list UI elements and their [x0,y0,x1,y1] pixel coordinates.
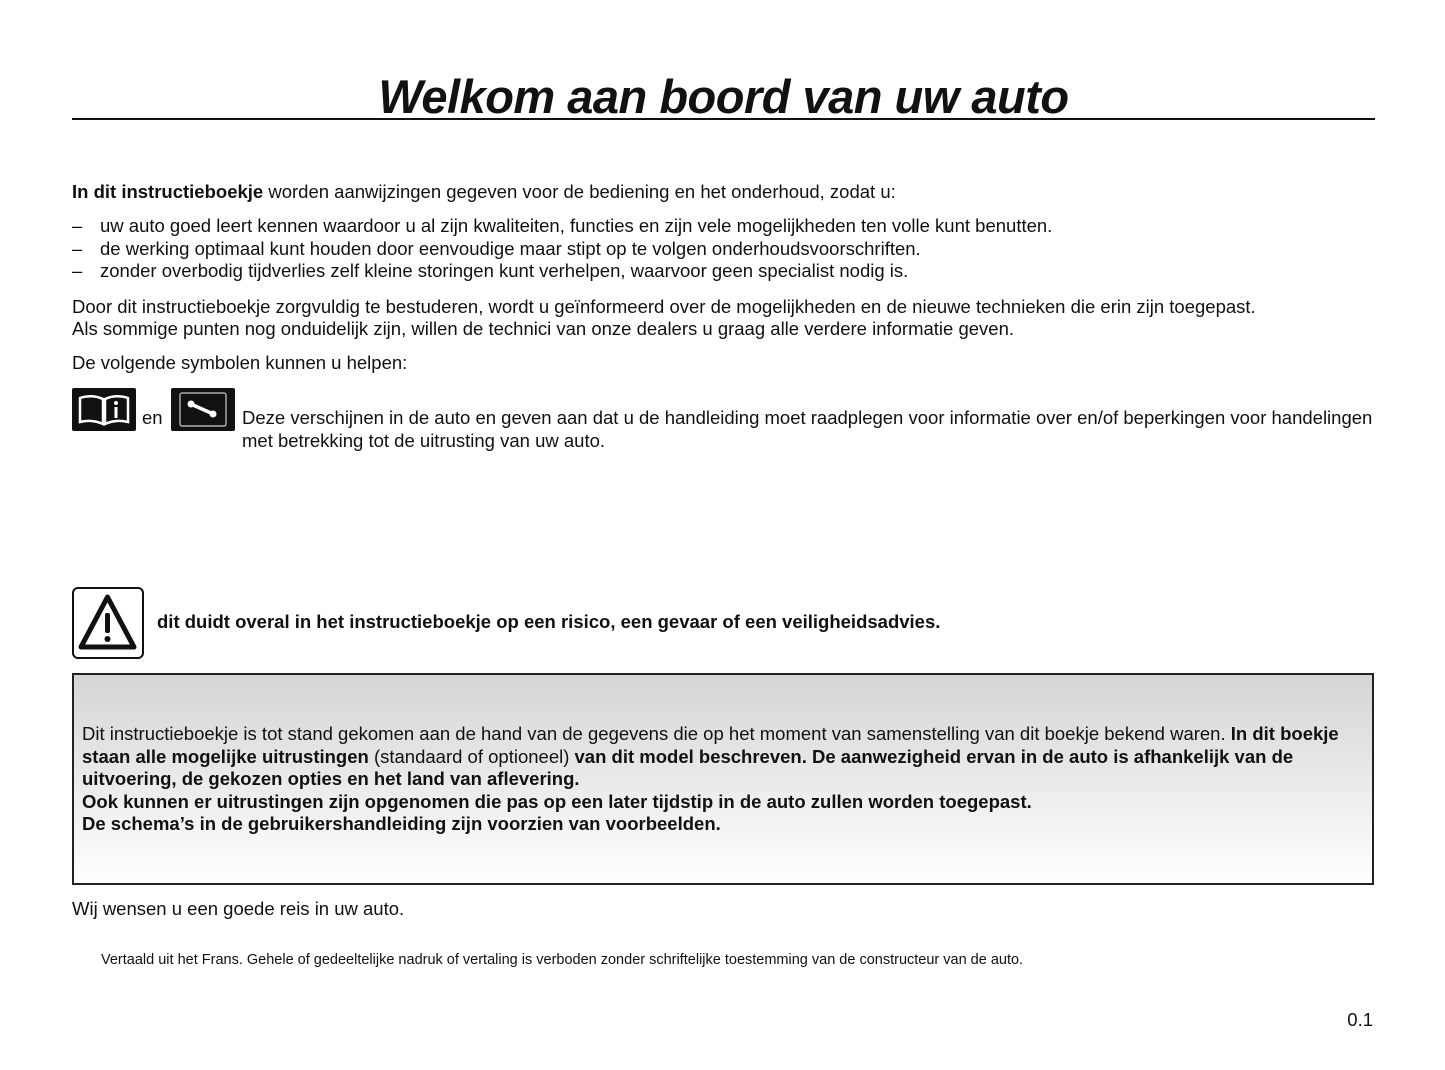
symbols-intro: De volgende symbolen kunnen u helpen: [72,352,408,373]
intro-rest: worden aanwijzingen gegeven voor de bediening en het onderhoud, zodat u: [263,181,896,202]
notice-text [82,723,1367,836]
notice-s3: (standaard of optioneel) [368,745,575,767]
warning-text: dit duidt overal in het instructieboekje op een risico, een gevaar of een veiligheidsadvies. [157,611,941,632]
paragraph-1: Door dit instructieboekje zorgvuldig te bestuderen, wordt u geïnformeerd over de mogelijkheden en de nieuwe technieken die erin zijn toegepast. [72,296,1256,317]
list-item-text: uw auto goed leert kennen waardoor u al zijn kwaliteiten, functies en zijn vele mogelijkheden ten volle kunt benutten. [100,215,1053,236]
list-item [72,238,1382,261]
bullet-marker: – [72,260,83,281]
warning-triangle-icon [72,587,144,659]
symbols-and: en [142,407,163,428]
manual-book-icon [72,388,136,431]
notice-s4: van dit model beschreven. De aanwezigheid ervan in de auto is afhankelijk van de uitvoering, de gekozen opties en het land van aflevering. [82,745,1294,789]
footnote: Vertaald uit het Frans. Gehele of gedeeltelijke nadruk of vertaling is verboden zonder schriftelijke toestemming van de constructeur van de auto. [101,952,1024,968]
notice-s6: De schema’s in de gebruikershandleiding zijn voorzien van voorbeelden. [82,813,721,834]
bullet-marker: – [72,237,83,259]
list-item-text: zonder overbodig tijdverlies zelf kleine storingen kunt verhelpen, waarvoor geen specialist nodig is. [100,260,909,281]
page-number: 0.1 [1347,1009,1373,1030]
notice-box [72,673,1374,885]
list-item [72,260,1382,283]
notice-s5: Ook kunnen er uitrustingen zijn opgenomen die pas op een later tijdstip in de auto zullen worden toegepast. [82,790,1032,812]
notice-s1: Dit instructieboekje is tot stand gekomen aan de hand van de gegevens die op het moment van samenstelling van dit boekje bekend waren. [82,723,1231,744]
paragraph-2: Als sommige punten nog onduidelijk zijn, willen de technici van onze dealers u graag alle verdere informatie geven. [72,318,1014,339]
intro-paragraph [72,181,1382,204]
bullet-marker: – [72,215,83,236]
symbols-description: Deze verschijnen in de auto en geven aan dat u de handleiding moet raadplegen voor informatie over en/of beperkingen voor handelingen met betrekking tot de uitrusting van uw auto. [242,407,1373,451]
title-rule [72,68,1375,123]
list-item [72,215,1382,238]
closing-text: Wij wensen u een goede reis in uw auto. [72,898,405,919]
page-title: Welkom aan boord van uw auto [378,70,1069,123]
notice-s2: In dit boekje staan alle mogelijke uitrustingen [82,723,1339,767]
list-item-text: de werking optimaal kunt houden door eenvoudige maar stipt op te volgen onderhoudsvoorschriften. [100,237,921,259]
bullet-list [72,215,1382,283]
wrench-icon [171,388,235,431]
intro-bold: In dit instructieboekje [72,181,264,202]
